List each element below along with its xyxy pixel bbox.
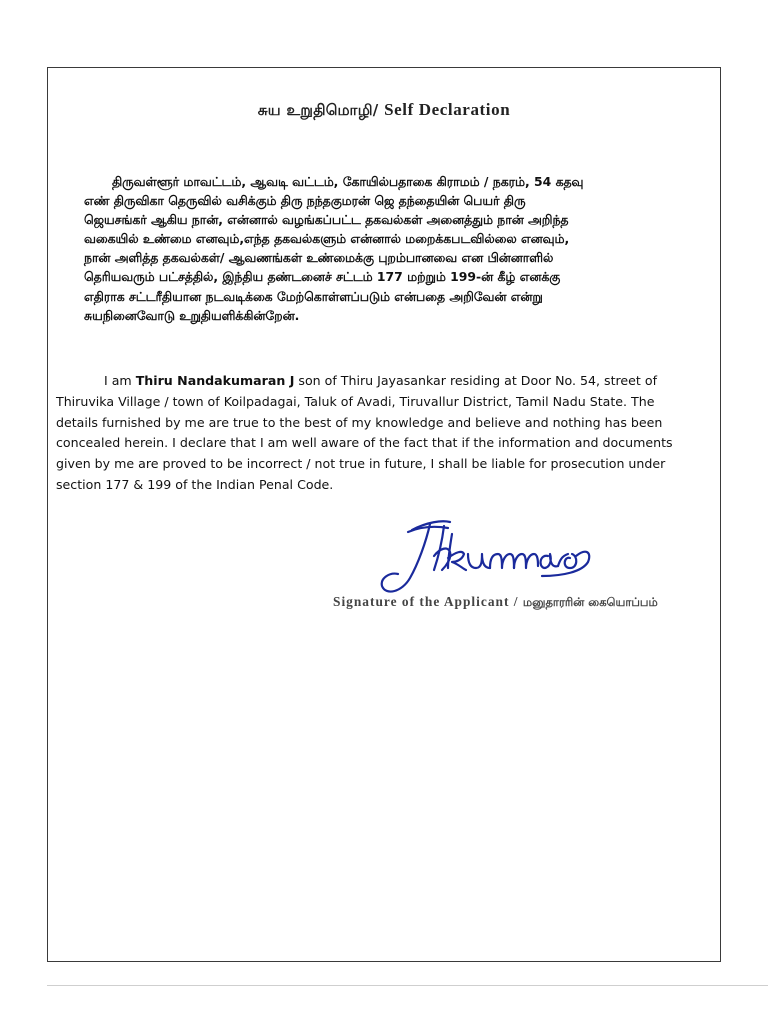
tamil-line: சுயநினைவோடு உறுதியளிக்கின்றேன். <box>84 307 300 323</box>
tamil-line: ஜெயசங்கர் ஆகிய நான், என்னால் வழங்கப்பட்ட தகவல்கள் அனைத்தும் நான் அறிந்த <box>84 212 569 228</box>
tamil-line: எண் திருவிகா தெருவில் வசிக்கும் திரு நந்தகுமரன் ஜெ தந்தையின் பெயர் திரு <box>84 193 526 209</box>
page-title <box>0 100 768 121</box>
english-line: Thiruvika Village / town of Koilpadagai, Taluk of Avadi, Tiruvallur District, Tamil Nadu State. The <box>56 393 655 409</box>
english-line-prefix: I am <box>104 373 136 388</box>
english-line-suffix: son of Thiru Jayasankar residing at Door No. 54, street of <box>294 373 658 388</box>
tamil-declaration-paragraph <box>84 172 720 325</box>
title-tamil: சுய உறுதிமொழி/ <box>257 101 379 119</box>
english-line: given by me are proved to be incorrect / not true in future, I shall be liable for prosecution under <box>56 456 666 472</box>
signature-caption-english: Signature of the Applicant / <box>333 594 519 609</box>
tamil-line: திருவள்ளூர் மாவட்டம், ஆவடி வட்டம், கோயில்பதாகை கிராமம் / நகரம், 54 கதவு <box>112 174 584 189</box>
english-line <box>56 371 712 392</box>
page-divider <box>47 985 768 986</box>
signature-caption <box>333 594 658 611</box>
english-line: section 177 & 199 of the Indian Penal Code. <box>56 476 334 492</box>
english-line: details furnished by me are true to the best of my knowledge and believe and nothing has been <box>56 414 663 430</box>
tamil-line: வகையில் உண்மை எனவும்,எந்த தகவல்களும் என்னால் மறைக்கபடவில்லை எனவும், <box>84 231 570 247</box>
title-english: Self Declaration <box>384 100 511 119</box>
tamil-line: நான் அளித்த தகவல்கள்/ ஆவணங்கள் உண்மைக்கு புறம்பானவை என பின்னாளில் <box>84 250 554 266</box>
handwritten-signature <box>372 512 612 602</box>
english-line: concealed herein. I declare that I am well aware of the fact that if the information and documents <box>56 435 673 451</box>
tamil-line: தெரியவரும் பட்சத்தில், இந்திய தண்டனைச் சட்டம் 177 மற்றும் 199-ன் கீழ் எனக்கு <box>84 269 561 285</box>
signature-caption-tamil: மனுதாரரின் கையொப்பம் <box>522 595 658 609</box>
english-declaration-paragraph <box>56 371 712 496</box>
applicant-name: Thiru Nandakumaran J <box>135 373 295 388</box>
tamil-line: எதிராக சட்டரீதியான நடவடிக்கை மேற்கொள்ளப்படும் என்பதை அறிவேன் என்று <box>84 288 543 304</box>
